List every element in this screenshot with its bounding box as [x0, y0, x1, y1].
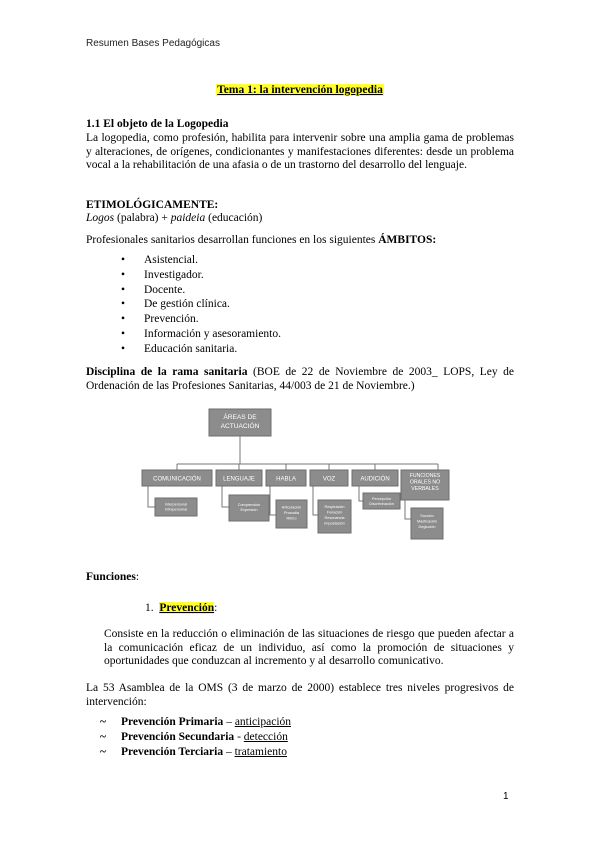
funciones-colon: : [135, 571, 140, 583]
list-item: • Docente. [121, 283, 281, 298]
ambitos-intro-text: Profesionales sanitarios desarrollan funciones en los siguientes [86, 234, 379, 246]
title-text: Tema 1: la intervención logopedia [217, 84, 383, 96]
nivel-sep: - [234, 730, 244, 743]
svg-text:Respiración: Respiración [324, 505, 345, 509]
disciplina-paragraph [86, 366, 514, 393]
oms-paragraph: La 53 Asamblea de la OMS (3 de marzo de 2000) establece tres niveles progresivos de intervención: [86, 682, 514, 708]
svg-text:COMUNICACIÓN: COMUNICACIÓN [153, 476, 201, 483]
diagram-area-comunicacion [142, 470, 212, 486]
svg-text:AUDICIÓN: AUDICIÓN [360, 476, 390, 483]
niveles-list [100, 715, 291, 759]
numbered-item-prevencion [145, 602, 217, 614]
etymology-meaning-1: (palabra) + [114, 212, 171, 224]
list-item: • De gestión clínica. [121, 297, 281, 312]
disciplina-bold: Disciplina de la rama sanitaria [86, 366, 248, 378]
svg-text:Prosodia: Prosodia [284, 511, 299, 515]
section-heading: 1.1 El objeto de la Logopedia [86, 118, 229, 130]
svg-text:Interpersonal: Interpersonal [164, 502, 188, 507]
numbered-item-label: Prevención [159, 602, 215, 614]
svg-text:Deglución: Deglución [418, 525, 436, 529]
ambitos-intro [86, 234, 436, 248]
ambitos-list [121, 253, 281, 357]
list-item: • Información y asesoramiento. [121, 327, 281, 342]
svg-text:VERBALES: VERBALES [411, 486, 439, 492]
diagram-sub-voz [318, 500, 351, 533]
svg-text:Masticación: Masticación [416, 519, 438, 524]
diagram-sub-funciones-orales [411, 508, 443, 539]
page-number: 1 [503, 791, 509, 802]
nivel-sep: – [223, 745, 235, 758]
nivel-underlined: detección [243, 730, 288, 743]
section-paragraph: La logopedia, como profesión, habilita para intervenir sobre una amplia gama de problemas y alteraciones, de orígenes, condicionantes y manifestaciones diferentes: desde un problema vocal a la rehabilitación de una afasia o de un trastorno del desarrollo del lenguaje. [86, 132, 514, 172]
list-item [100, 730, 291, 745]
diagram-sub-comunicacion [155, 498, 197, 516]
diagram-sub-lenguaje [229, 495, 269, 521]
svg-text:Fonación: Fonación [326, 510, 343, 515]
svg-text:Ritmo: Ritmo [286, 516, 297, 521]
list-item: • Investigador. [121, 268, 281, 283]
svg-text:VOZ: VOZ [322, 476, 336, 483]
etymology-meaning-2: (educación) [205, 212, 263, 224]
diagram-area-lenguaje [216, 470, 262, 486]
nivel-bold: Prevención Secundaria [121, 730, 235, 743]
svg-text:LENGUAJE: LENGUAJE [223, 476, 255, 483]
svg-text:Intrapersonal: Intrapersonal [164, 507, 188, 512]
disciplina-rest: (BOE de 22 de Noviembre de 2003_ LOPS, Ley de Ordenación de las Profesiones Sanitarias, 44/003 de 21 de Noviembre.) [86, 366, 515, 392]
svg-text:Succión: Succión [420, 514, 434, 518]
svg-text:Expresión: Expresión [240, 508, 258, 512]
list-item: • Prevención. [121, 312, 281, 327]
svg-text:FUNCIONES: FUNCIONES [409, 473, 441, 479]
nivel-underlined: anticipación [234, 716, 292, 728]
nivel-bold: Prevención Primaria [121, 716, 224, 728]
funciones-label: Funciones [86, 571, 136, 583]
svg-text:Comprensión: Comprensión [237, 503, 261, 507]
prevencion-paragraph: Consiste en la reducción o eliminación de las situaciones de riesgo que pueden afectar a la comunicación eficaz de un individuo, así como la promoción de situaciones y oportunidades que conduzcan al incremento y al desarrollo comunicativo. [104, 628, 514, 668]
etymology-line [86, 212, 262, 226]
nivel-underlined: tratamiento [234, 745, 287, 758]
svg-text:HABLA: HABLA [276, 476, 296, 483]
svg-text:ACTUACIÓN: ACTUACIÓN [220, 423, 260, 430]
svg-text:Percepción: Percepción [372, 497, 391, 501]
funciones-heading [86, 571, 139, 585]
list-item: • Asistencial. [121, 253, 281, 268]
svg-text:Resonancia: Resonancia [324, 516, 345, 520]
svg-text:Impostación: Impostación [324, 521, 345, 526]
svg-text:Articulación: Articulación [281, 505, 302, 510]
numbered-item-suffix: : [214, 602, 218, 614]
diagram-sub-habla [276, 500, 307, 528]
list-item [100, 745, 291, 760]
nivel-bold: Prevención Terciaria [121, 745, 224, 758]
nivel-sep: – [223, 716, 235, 728]
diagram-area-voz [310, 470, 348, 486]
numbered-item-number: 1. [145, 602, 154, 614]
svg-text:ORALES NO: ORALES NO [409, 479, 441, 486]
svg-text:Discriminación: Discriminación [369, 502, 394, 506]
list-item [100, 715, 291, 730]
svg-text:ÁREAS DE: ÁREAS DE [223, 414, 257, 421]
document-title [0, 84, 600, 96]
ambitos-intro-bold: ÁMBITOS: [378, 234, 437, 246]
etymology-heading: ETIMOLÓGICAMENTE: [86, 199, 219, 211]
diagram-sub-audicion [363, 493, 400, 509]
diagram-area-habla [266, 470, 306, 486]
diagram-root-node [209, 409, 271, 436]
page-header: Resumen Bases Pedagógicas [86, 38, 220, 49]
etymology-term-logos: Logos [86, 212, 115, 224]
diagram-area-audicion [352, 470, 398, 486]
list-item: • Educación sanitaria. [121, 342, 281, 357]
areas-diagram [141, 404, 471, 544]
diagram-area-funciones-orales [401, 470, 449, 500]
etymology-term-paideia: paideia [170, 212, 206, 224]
